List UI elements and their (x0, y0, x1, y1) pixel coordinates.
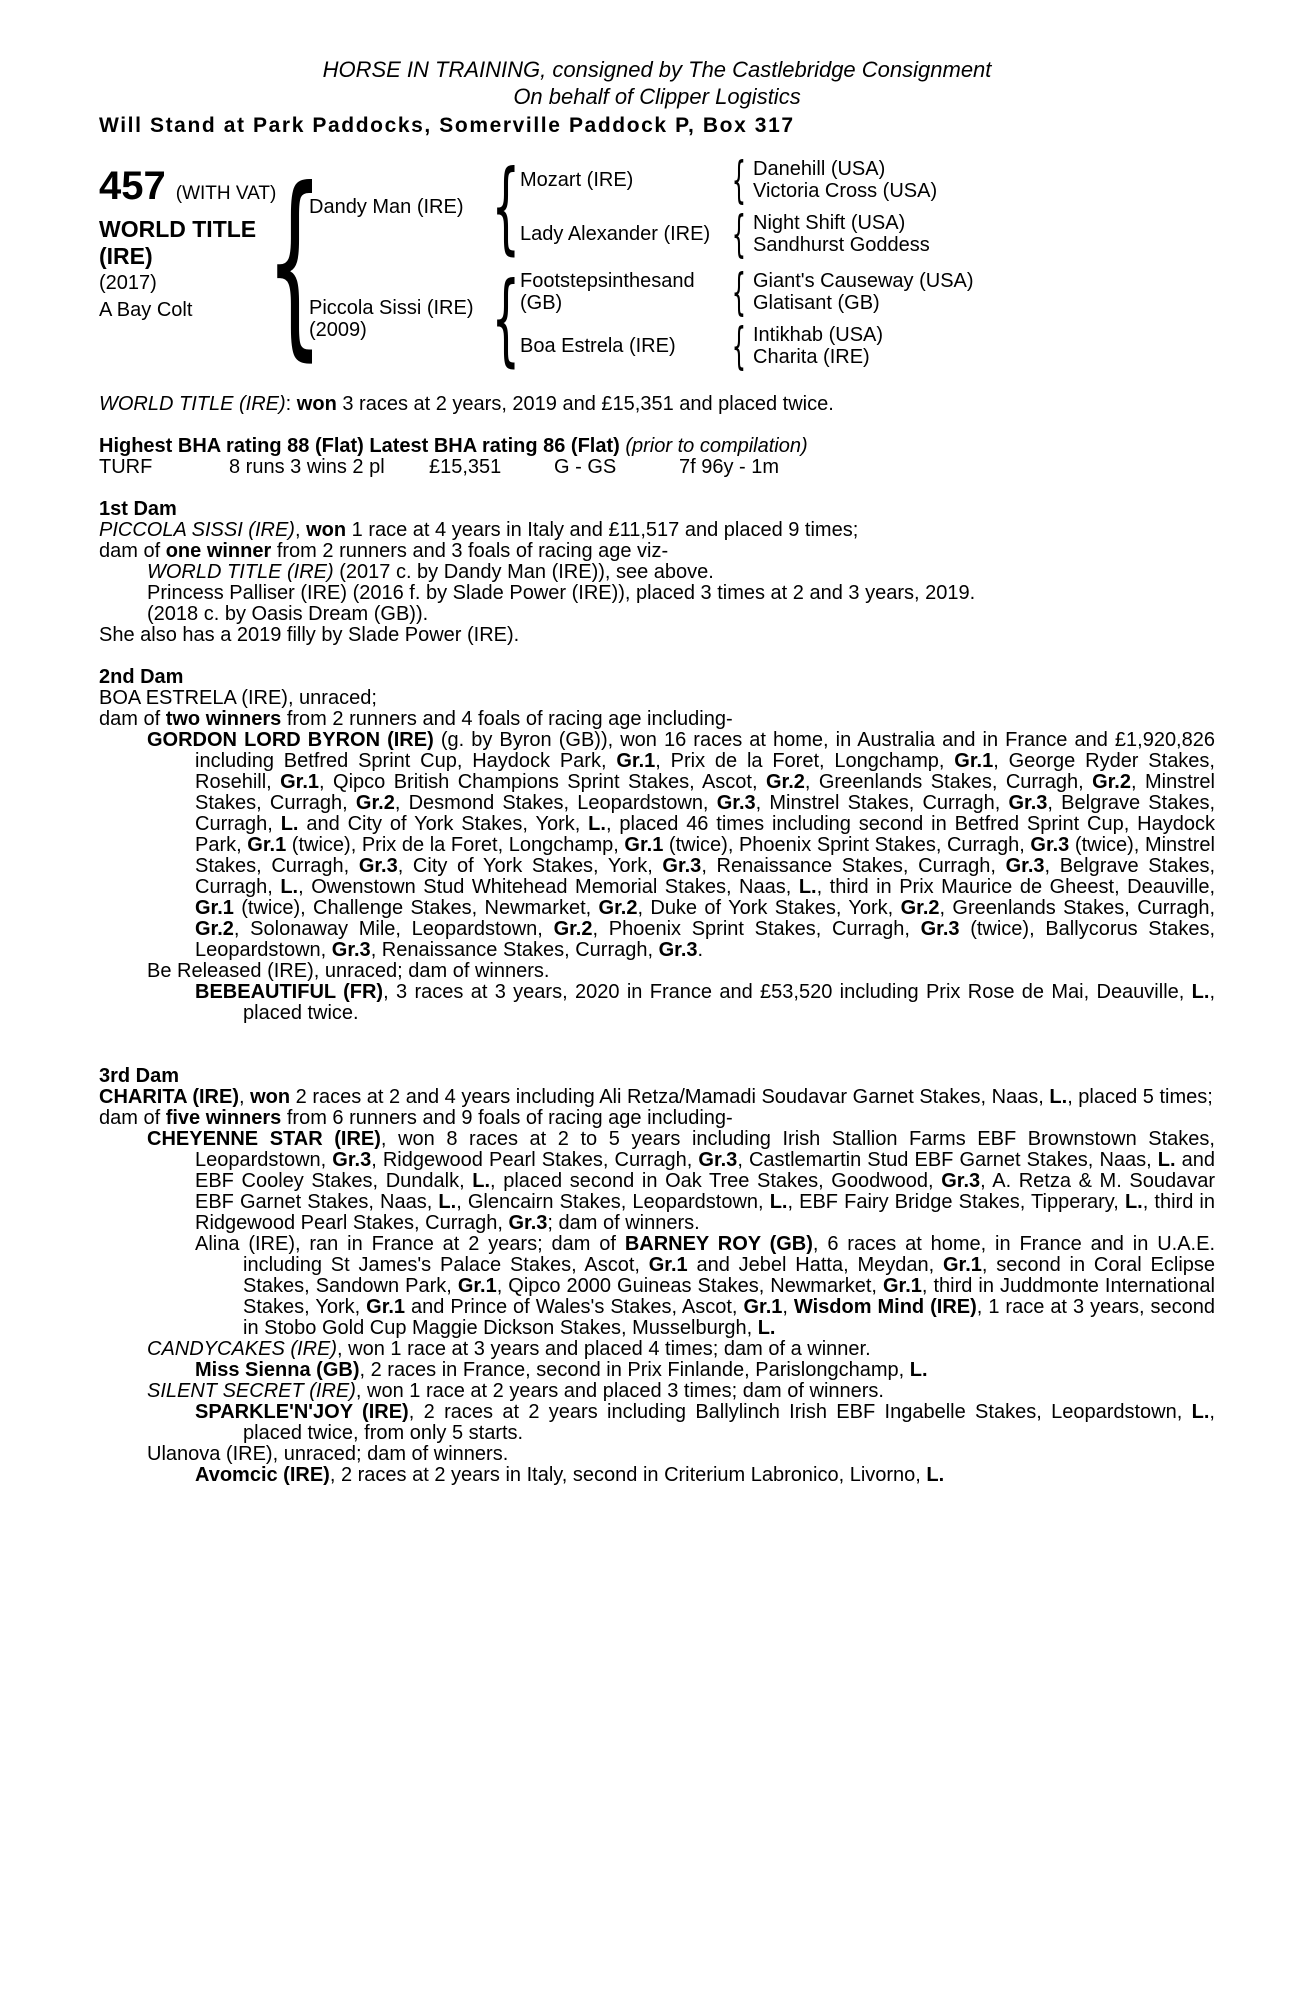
para-miss-sienna (195, 1359, 1215, 1381)
text-run: (2018 c. by Oasis Dream (GB)). (147, 603, 429, 625)
text-run: Gr.1 (942, 1254, 982, 1276)
text-run: L. (909, 1359, 928, 1381)
sire-dam-family (520, 205, 937, 263)
text-run: , Castlemartin Stud EBF Garnet Stakes, Naas, (737, 1149, 1158, 1171)
pedigree-section (99, 146, 1215, 379)
text-run: (twice), Prix de la Foret, Longchamp, (286, 834, 625, 856)
text-run: (twice), Phoenix Sprint Stakes, Curragh, (663, 834, 1031, 856)
text-run: Alina (IRE), ran in France at 2 years; dam of (195, 1233, 625, 1255)
text-run: and City of York Stakes, York, (298, 813, 589, 835)
para-ulanova (147, 1443, 1215, 1465)
text-run: , Renaissance Stakes, Curragh, (370, 939, 659, 961)
text-run: L. (1157, 1149, 1176, 1171)
foaling-year: (2017) (99, 272, 157, 294)
text-run: 1st Dam (99, 498, 177, 520)
text-run: , placed twice, from only 5 starts. (243, 1401, 1215, 1444)
text-run: L. (757, 1317, 776, 1339)
text-run: , Qipco British Champions Sprint Stakes, Ascot, (319, 771, 766, 793)
para-candycakes (147, 1338, 1215, 1360)
text-run: , 3 races at 3 years, 2020 in France and £53,520 including Prix Rose de Mai, Deauville, (383, 981, 1192, 1003)
text-run: , EBF Fairy Bridge Stakes, Tipperary, (787, 1191, 1125, 1213)
sire-parents-column (520, 151, 938, 263)
text-run: Gr.1 (624, 834, 664, 856)
text-run: , placed second in Oak Tree Stakes, Goodwood, (490, 1170, 942, 1192)
text-run: CHARITA (IRE) (99, 1086, 239, 1108)
dam-dam-dam-name: Charita (IRE) (753, 346, 870, 368)
heading-2nd-dam (99, 667, 1215, 688)
text-run: , placed 5 times; (1067, 1086, 1213, 1108)
horse-country-suffix: (IRE) (99, 243, 153, 269)
text-run: Miss Sienna (GB) (195, 1359, 360, 1381)
dam-dam-sire-name: Intikhab (USA) (753, 324, 884, 346)
dam-parents-column (520, 263, 974, 375)
heading-3rd-dam (99, 1066, 1215, 1087)
text-run: (twice), Ballycorus Stakes, Leopardstown, (195, 918, 1215, 961)
pedigree-brace-dam: { (491, 260, 521, 377)
text-run: Gr.3 (716, 792, 756, 814)
text-run: , Greenlands Stakes, Curragh, (804, 771, 1093, 793)
text-run: , Belgrave Stakes, Curragh, (195, 792, 1216, 835)
text-run: , 6 races at home, in France and in U.A.E. including St James's Palace Stakes, Ascot, (243, 1233, 1216, 1276)
text-run: Gr.3 (698, 1149, 738, 1171)
dam-sire-sire-name: Giant's Causeway (USA) (753, 270, 974, 292)
text-run: Gr.3 (662, 855, 702, 877)
text-run: (2017 c. by Dandy Man (IRE)), see above. (333, 561, 714, 583)
text-run: L. (1049, 1086, 1068, 1108)
text-run: Be Released (IRE), unraced; dam of winners. (147, 960, 550, 982)
text-run: L. (280, 876, 299, 898)
stats-going: G - GS (554, 456, 617, 478)
text-run: Gr.2 (355, 792, 395, 814)
para-world-title-produce (147, 561, 1215, 583)
dam-dam-family (520, 317, 974, 375)
text-run: L. (1124, 1191, 1143, 1213)
sire-dam-dam-name: Sandhurst Goddess (753, 234, 930, 256)
text-run: (g. by Byron (GB)), won 16 races at home, in Australia and in France and £1,920,826 including Betfred Sprint Cup, Haydock Park, (195, 729, 1215, 772)
text-run: from 2 runners and 4 foals of racing age including- (281, 708, 733, 730)
text-run: WORLD TITLE (IRE) (99, 393, 286, 415)
text-run: (twice), Minstrel Stakes, Curragh, (195, 834, 1215, 877)
text-run: Gr.1 (195, 897, 234, 919)
text-run: from 2 runners and 3 foals of racing age viz- (271, 540, 669, 562)
text-run: won (250, 1086, 291, 1108)
text-run: two winners (165, 708, 282, 730)
dam-name: Piccola Sissi (IRE) (309, 297, 474, 319)
stats-surface: TURF (99, 456, 153, 478)
para-bebeautiful (195, 981, 1216, 1024)
heading-1st-dam (99, 499, 1215, 520)
text-run: Gr.3 (920, 918, 960, 940)
pedigree-brace-sire: { (491, 148, 521, 265)
text-run: , second in Coral Eclipse Stakes, Sandown Park, (243, 1254, 1216, 1297)
text-run: . (697, 939, 704, 961)
text-run: Gr.2 (195, 918, 234, 940)
text-run: Gr.2 (598, 897, 638, 919)
para-oasis-dream-foal (147, 603, 1215, 625)
para-charita (99, 1086, 1215, 1108)
text-run: Gr.3 (1030, 834, 1070, 856)
dam-family (309, 260, 974, 377)
sire-dam-sire-name: Night Shift (USA) (753, 212, 906, 234)
text-run: L. (1191, 981, 1210, 1003)
para-silent-secret (147, 1380, 1215, 1402)
text-run: L. (769, 1191, 788, 1213)
text-run: , Minstrel Stakes, Curragh, (755, 792, 1009, 814)
sire-name: Dandy Man (IRE) (309, 196, 464, 218)
text-run: She also has a 2019 filly by Slade Power (IRE). (99, 624, 520, 646)
text-run: one winner (165, 540, 272, 562)
text-run: , Glencairn Stakes, Leopardstown, (456, 1191, 770, 1213)
text-run: , 1 race at 3 years, second in Stobo Gold Cup Maggie Dickson Stakes, Musselburgh, (243, 1296, 1216, 1339)
text-run: Gr.2 (553, 918, 593, 940)
para-dam-of-one-winner (99, 540, 1215, 562)
text-run: , (294, 519, 307, 541)
stats-record: 8 runs 3 wins 2 pl (229, 456, 385, 478)
dam-sire-dam-name: Glatisant (GB) (753, 292, 880, 314)
para-avomcic (195, 1464, 1215, 1486)
para-bha-rating (99, 436, 1215, 457)
sire-sire-name: Mozart (IRE) (520, 169, 634, 191)
sire-family (309, 148, 974, 265)
text-run: L. (588, 813, 606, 835)
text-run: dam of (99, 540, 166, 562)
text-run: 2 races at 2 and 4 years including Ali Retza/Mamadi Soudavar Garnet Stakes, Naas, (290, 1086, 1050, 1108)
sire-sire-family (520, 151, 938, 209)
text-run: Gr.1 (280, 771, 320, 793)
text-run: 3rd Dam (99, 1065, 180, 1087)
sire-dam-parents (753, 212, 930, 256)
stats-earnings: £15,351 (429, 456, 502, 478)
para-sparkle-n-joy (195, 1401, 1215, 1444)
text-run: , Belgrave Stakes, Curragh, (195, 855, 1215, 898)
text-run: BOA ESTRELA (IRE), unraced; (99, 687, 377, 709)
text-run: Gr.1 (247, 834, 287, 856)
vat-note: (WITH VAT) (175, 183, 277, 204)
dam-sire-family (520, 263, 974, 321)
text-run: , 2 races at 2 years in Italy, second in Criterium Labronico, Livorno, (329, 1464, 927, 1486)
text-run: WORLD TITLE (IRE) (147, 561, 334, 583)
para-be-released (147, 960, 1215, 982)
text-run: Gr.1 (882, 1275, 922, 1297)
dam-sire-name: Footstepsinthesand (GB) (520, 270, 695, 314)
text-run: ; dam of winners. (547, 1212, 700, 1234)
text-run: , Prix de la Foret, Longchamp, (655, 750, 955, 772)
text-run: Gr.1 (954, 750, 994, 772)
text-run: 1 race at 4 years in Italy and £11,517 and placed 9 times; (346, 519, 859, 541)
text-run: (twice), Challenge Stakes, Newmarket, (233, 897, 599, 919)
text-run: CANDYCAKES (IRE) (147, 1338, 338, 1360)
pedigree-gen1-column (309, 148, 974, 377)
pedigree-text (99, 499, 1215, 1486)
text-run: Gr.1 (743, 1296, 783, 1318)
text-run: Gr.3 (941, 1170, 981, 1192)
text-run: , third in Prix Maurice de Gheest, Deauville, (816, 876, 1215, 898)
pedigree-brace-sire-sire: { (731, 151, 747, 209)
text-run: , A. Retza & M. Soudavar EBF Garnet Stakes, Naas, (195, 1170, 1216, 1213)
text-run: , Phoenix Sprint Stakes, Curragh, (592, 918, 921, 940)
text-run: Highest BHA rating 88 (Flat) Latest BHA rating 86 (Flat) (99, 435, 626, 457)
text-run: , Minstrel Stakes, Curragh, (195, 771, 1215, 814)
text-run: , Ridgewood Pearl Stakes, Curragh, (371, 1149, 699, 1171)
text-run: 2nd Dam (99, 666, 184, 688)
text-run: , placed 46 times including second in Betfred Sprint Cup, Haydock Park, (195, 813, 1215, 856)
horse-description: A Bay Colt (99, 299, 193, 321)
text-run: L. (438, 1191, 457, 1213)
text-run: Gr.3 (358, 855, 398, 877)
text-run: , George Ryder Stakes, Rosehill, (195, 750, 1215, 793)
text-run: L. (926, 1464, 945, 1486)
text-run: , Solonaway Mile, Leopardstown, (233, 918, 554, 940)
text-run: L. (472, 1170, 491, 1192)
text-run: Gr.3 (1008, 792, 1048, 814)
text-run: L. (798, 876, 817, 898)
dam-sire-parents (753, 270, 974, 314)
text-run: L. (1191, 1401, 1210, 1423)
sire-dam-name: Lady Alexander (IRE) (520, 223, 711, 245)
text-run: L. (280, 813, 299, 835)
text-run: Gr.3 (658, 939, 698, 961)
para-alina-barney-roy (195, 1233, 1216, 1339)
text-run: Ulanova (IRE), unraced; dam of winners. (147, 1443, 509, 1465)
text-run: BEBEAUTIFUL (FR) (195, 981, 384, 1003)
text-run: Gr.3 (1005, 855, 1045, 877)
text-run: , (782, 1296, 794, 1318)
pedigree-brace-dam-sire: { (731, 263, 747, 321)
lot-number-line (99, 166, 281, 206)
text-run: , Renaissance Stakes, Curragh, (701, 855, 1006, 877)
text-run: Gr.2 (1092, 771, 1131, 793)
text-run: (prior to compilation) (625, 435, 808, 457)
text-run: 3 races at 2 years, 2019 and £15,351 and placed twice. (336, 393, 834, 415)
para-princess-palliser (147, 582, 1215, 604)
para-dam-of-five-winners (99, 1107, 1215, 1129)
text-run: Gr.3 (332, 1149, 372, 1171)
intro-paragraphs (99, 394, 1215, 457)
dam-cell (309, 297, 492, 341)
para-piccola-sissi (99, 519, 1215, 541)
text-run: , Greenlands Stakes, Curragh, (939, 897, 1216, 919)
text-run: , won 8 races at 2 to 5 years including Irish Stallion Farms EBF Brownstown Stakes, Leopardstown, (195, 1128, 1215, 1171)
lot-block (99, 158, 281, 324)
text-run: Gr.2 (765, 771, 805, 793)
para-cheyenne-star (147, 1128, 1216, 1234)
text-run: and EBF Cooley Stakes, Dundalk, (195, 1149, 1215, 1192)
text-run: five winners (165, 1107, 282, 1129)
text-run: , won 1 race at 3 years and placed 4 times; dam of a winner. (337, 1338, 871, 1360)
stand-location-line: Will Stand at Park Paddocks, Somerville Paddock P, Box 317 (99, 114, 795, 137)
para-gordon-lord-byron (147, 729, 1216, 961)
text-run: Wisdom Mind (IRE) (793, 1296, 977, 1318)
text-run: , third in Ridgewood Pearl Stakes, Curragh, (195, 1191, 1215, 1234)
text-run: SPARKLE'N'JOY (IRE) (195, 1401, 409, 1423)
dam-dam-parents (753, 324, 883, 368)
text-run: Gr.1 (616, 750, 656, 772)
text-run: Gr.2 (900, 897, 940, 919)
text-run: , (238, 1086, 251, 1108)
pedigree-brace-sire-dam: { (731, 205, 747, 263)
dam-year: (2009) (309, 319, 367, 341)
sire-sire-parents (753, 158, 937, 202)
text-run: Gr.3 (508, 1212, 548, 1234)
text-run: dam of (99, 1107, 166, 1129)
text-run: Gr.1 (366, 1296, 406, 1318)
text-run: : (285, 393, 297, 415)
text-run: SILENT SECRET (IRE) (147, 1380, 356, 1402)
horse-name: WORLD TITLE (99, 216, 257, 242)
text-run: , placed twice. (243, 981, 1216, 1024)
text-run: GORDON LORD BYRON (IRE) (147, 729, 434, 751)
race-stats-row (99, 457, 1215, 478)
text-run: , Owenstown Stud Whitehead Memorial Stakes, Naas, (298, 876, 799, 898)
text-run: BARNEY ROY (GB) (624, 1233, 813, 1255)
stats-distance: 7f 96y - 1m (679, 456, 780, 478)
text-run: , 2 races in France, second in Prix Finlande, Parislongchamp, (359, 1359, 910, 1381)
consignor-line: HORSE IN TRAINING, consigned by The Castlebridge Consignment (322, 57, 992, 82)
lot-number: 457 (99, 164, 166, 208)
text-run: , 2 races at 2 years including Ballylinch Irish EBF Ingabelle Stakes, Leopardstown, (408, 1401, 1192, 1423)
para-dam-of-two-winners (99, 708, 1215, 730)
pedigree-brace-dam-dam: { (731, 317, 747, 375)
text-run: and Prince of Wales's Stakes, Ascot, (405, 1296, 744, 1318)
text-run: Gr.1 (648, 1254, 688, 1276)
text-run: won (296, 393, 337, 415)
text-run: won (306, 519, 347, 541)
text-run: Gr.3 (331, 939, 371, 961)
text-run: from 6 runners and 9 foals of racing age including- (281, 1107, 733, 1129)
text-run: CHEYENNE STAR (IRE) (147, 1128, 381, 1150)
sire-sire-sire-name: Danehill (USA) (753, 158, 886, 180)
text-run: , City of York Stakes, York, (397, 855, 663, 877)
text-run: , won 1 race at 2 years and placed 3 times; dam of winners. (355, 1380, 884, 1402)
text-run: PICCOLA SISSI (IRE) (99, 519, 295, 541)
text-run: dam of (99, 708, 166, 730)
pedigree-brace-gen1: { (266, 146, 324, 379)
dam-dam-name: Boa Estrela (IRE) (520, 335, 676, 357)
text-run: , third in Juddmonte International Stakes, York, (243, 1275, 1215, 1318)
text-run: , Desmond Stakes, Leopardstown, (394, 792, 717, 814)
sire-sire-dam-name: Victoria Cross (USA) (753, 180, 938, 202)
text-run: Avomcic (IRE) (195, 1464, 330, 1486)
on-behalf-line: On behalf of Clipper Logistics (513, 84, 801, 109)
text-run: and Jebel Hatta, Meydan, (687, 1254, 943, 1276)
text-run: Gr.1 (457, 1275, 497, 1297)
para-race-record (99, 393, 1215, 415)
para-she-also (99, 625, 1215, 646)
para-boa-estrela (99, 687, 1215, 709)
text-run: , Duke of York Stakes, York, (637, 897, 901, 919)
text-run: Princess Palliser (IRE) (2016 f. by Slade Power (IRE)), placed 3 times at 2 and 3 years, 2019. (147, 582, 976, 604)
text-run: , Qipco 2000 Guineas Stakes, Newmarket, (496, 1275, 883, 1297)
